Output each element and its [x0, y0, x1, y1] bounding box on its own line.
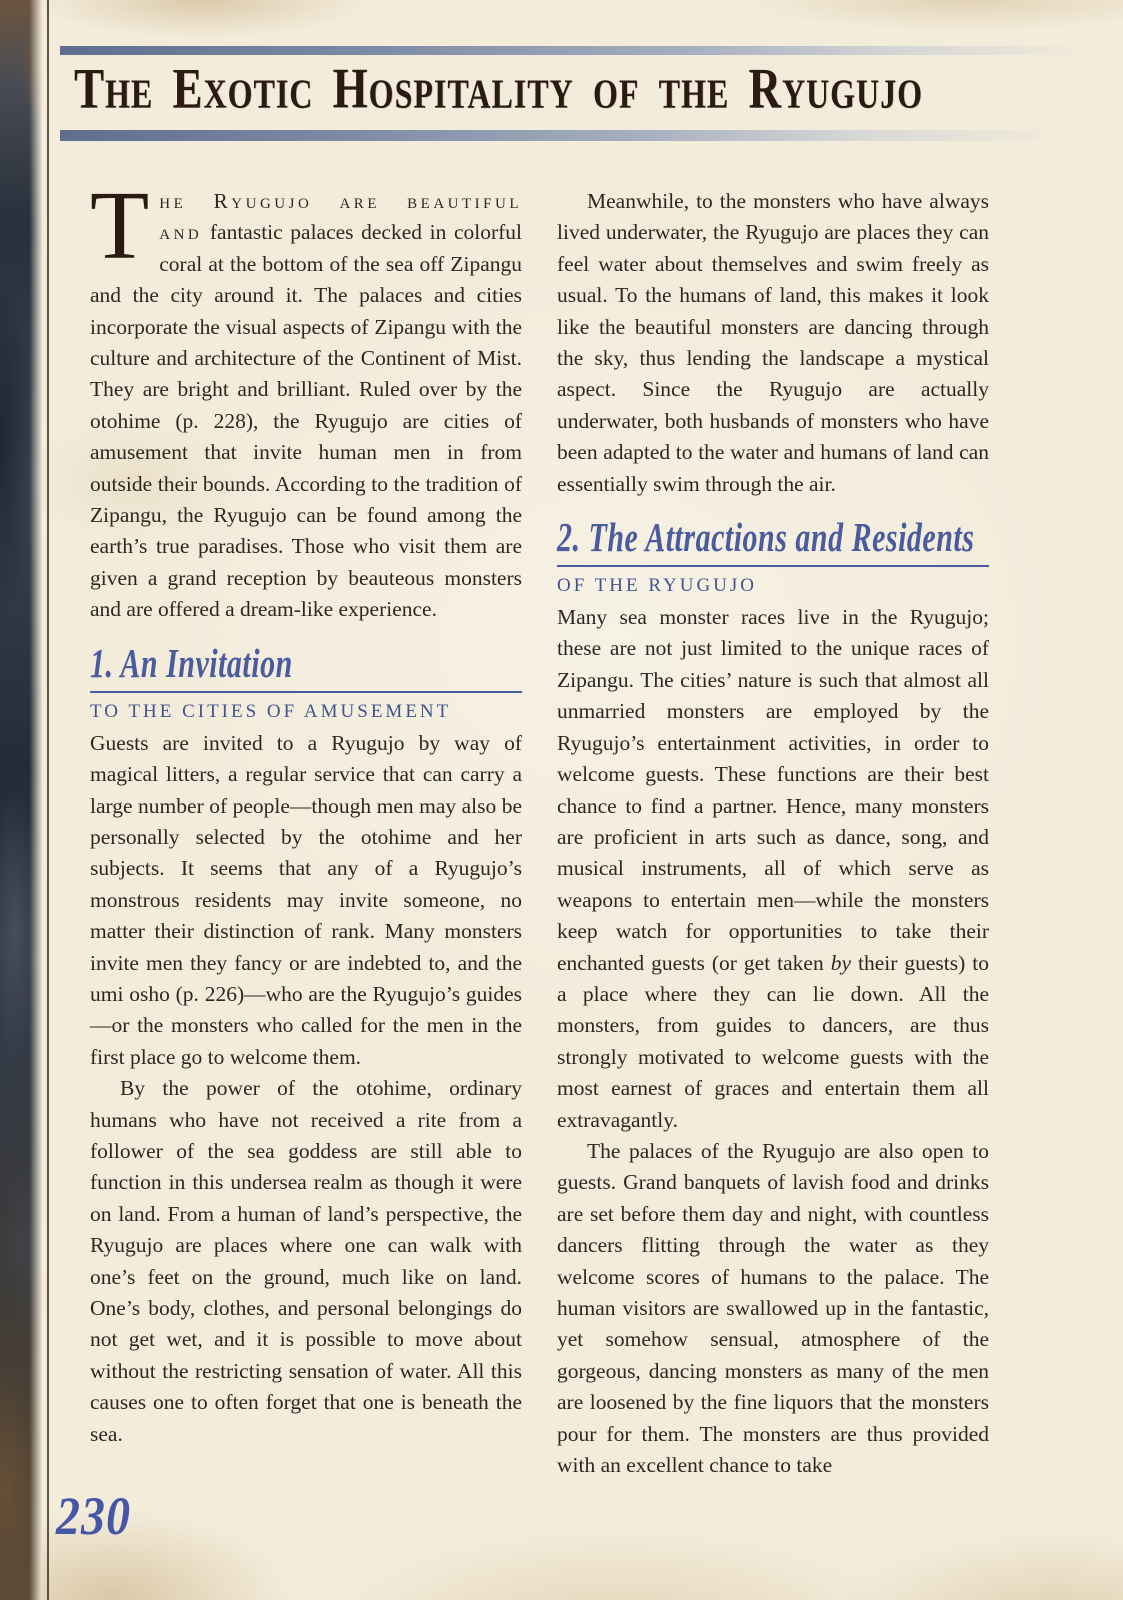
title-rule-top: [60, 46, 1090, 55]
section-rule-2: [557, 565, 989, 567]
paragraph: Meanwhile, to the monsters who have always lived underwater, the Ryugujo are places they can feel water about themselves and swim freely as usual. To the humans of land, this makes it look like the beautiful monsters are dancing through the sky, thus lending the landscape a mystical aspect. Since the Ryugujo are actually underwater, both husbands of monsters who have been adapted to the water and humans of land can essentially swim through the air.: [557, 189, 989, 496]
page-edge-texture: [0, 0, 42, 1600]
section-rule-1: [90, 691, 522, 693]
paragraph-text: their guests) to a place where they can lie down. All the monsters, from guides to dancers, are thus strongly motivated to welcome guests with the most earnest of graces and entertain them all extravagantly.: [557, 950, 989, 1132]
title-rule-bottom: [60, 130, 1065, 141]
paragraph-opening: [90, 172, 522, 626]
paragraph-text: Many sea monster races live in the Ryugujo; these are not just limited to the unique races of Zipangu. The cities’ nature is such that almost all unmarried monsters are employed by the Ryugujo’s entertainment activities, in order to welcome guests. These functions are their best chance to find a partner. Hence, many monsters are proficient in arts such as dance, song, and musical instruments, all of which serve as weapons to entertain men—while the monsters keep watch for opportunities to take their enchanted guests (or get taken: [557, 605, 989, 975]
section-subheading-1: TO THE CITIES OF AMUSEMENT: [90, 700, 452, 722]
paragraph: The palaces of the Ryugujo are also open to guests. Grand banquets of lavish food and drinks are set before them day and night, with countless dancers flitting through the water as they welcome scores of humans to the palace. The human visitors are swallowed up in the fantastic, yet somehow sensual, atmosphere of the gorgeous, dancing monsters as many of the men are loosened by the fine liquors that the monsters pour for them. The monsters are thus provided with an excellent chance to take: [557, 1138, 989, 1478]
section-heading-2: 2. The Attractions and Residents: [557, 515, 975, 561]
paragraph: Guests are invited to a Ryugujo by way of magical litters, a regular service that can carry a large number of people—though men may also be personally selected by the otohime and her subjects. It seems that any of a Ryugujo’s monstrous residents may invite someone, no matter their distinction of rank. Many monsters invite men they fancy or are indebted to, and the umi osho (p. 226)—who are the Ryugujo’s guides—or the monsters who called for the men in the first place go to welcome them.: [90, 730, 522, 1069]
paragraph-text: fantastic palaces decked in colorful coral at the bottom of the sea off Zipangu and the city around it. The palaces and cities incorporate the visual aspects of Zipangu with the culture and architecture of the Continent of Mist. They are bright and brilliant. Ruled over by the otohime (p. 228), the Ryugujo are cities of amusement that invite human men in from outside their bounds. According to the tradition of Zipangu, the Ryugujo can be found among the earth’s true paradises. Those who visit them are given a grand reception by beauteous monsters and are offered a dream-like experience.: [90, 220, 522, 622]
paragraph: By the power of the otohime, ordinary humans who have not received a rite from a follower of the sea goddess are still able to function in this undersea realm as though it were on land. From a human of land’s perspective, the Ryugujo are places where one can walk with one’s feet on the ground, much like on land. One’s body, clothes, and personal belongings do not get wet, and it is possible to move about without the restricting sensation of water. All this causes one to often forget that one is beneath the sea.: [90, 1076, 522, 1446]
page-title: The Exotic Hospitality of the Ryugujo: [74, 56, 924, 121]
section-heading-1: 1. An Invitation: [90, 640, 293, 687]
drop-cap: T: [90, 172, 150, 279]
italic-word: by: [830, 950, 851, 975]
paragraph: [557, 602, 989, 1136]
title-block: [60, 46, 1095, 146]
page-edge-rule: [47, 0, 49, 1600]
section-subheading-2: OF THE RYUGUJO: [557, 575, 758, 597]
left-column: [90, 172, 522, 1450]
lead-smallcaps: he Ryugujo are beautiful and: [159, 189, 522, 245]
right-column: [557, 186, 989, 1481]
page-number: 230: [56, 1487, 131, 1547]
